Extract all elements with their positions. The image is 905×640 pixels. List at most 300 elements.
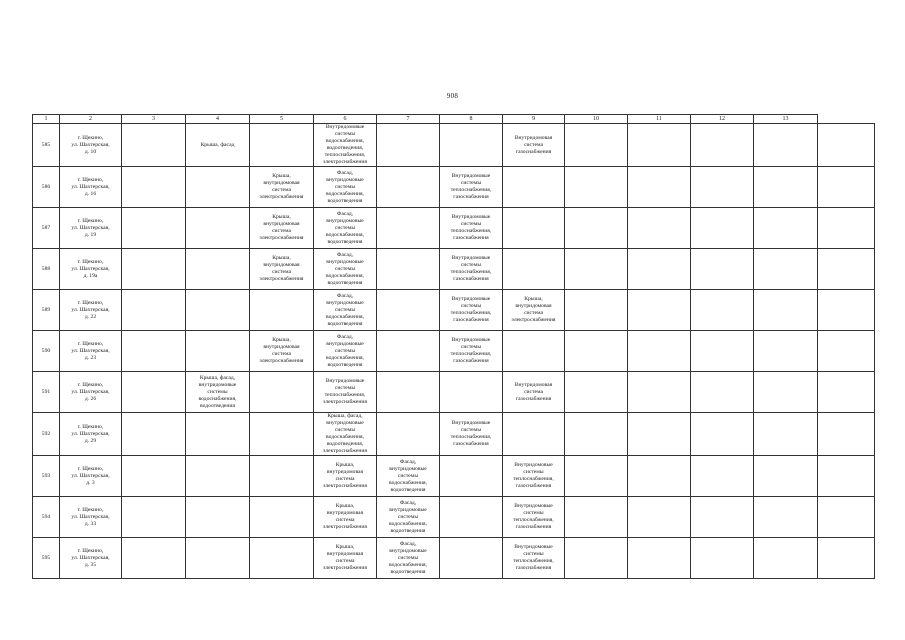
cell-text-line: Внутридомовая [514,381,553,388]
cell-text-line: Крыша, [272,255,291,261]
work-cell-col-6 [314,331,377,372]
cell-text-line: системы [460,344,482,350]
work-cell-col-9 [503,208,565,249]
cell-text-line: системы [334,385,356,391]
table-body [33,124,875,579]
row-number: 589 [33,290,60,331]
work-cell-col-10 [565,372,628,413]
work-cell-col-13 [754,413,818,456]
work-cell-col-13 [754,372,818,413]
work-cell-col-13 [754,249,818,290]
cell-text-line: электроснабжения [323,399,367,405]
cell-text-line: Внутридомовые [514,544,553,550]
cell-text-line: электроснабжения [259,358,304,364]
work-cell-col-3 [122,456,186,497]
address-cell [60,290,122,331]
cell-text-line: системы [334,306,356,313]
cell-text-line: внутридомовые [326,299,364,306]
work-cell-col-10 [565,208,628,249]
cell-text-line: теплоснабжения, [324,152,366,158]
cell-text-line: теплоснабжения, [450,310,492,316]
work-cell-col-14 [818,456,875,497]
cell-text-line: Фасад, [336,292,354,299]
cell-text-line: д. 10 [84,148,97,155]
work-cell-col-10 [565,249,628,290]
cell-text-line: системы [460,180,482,186]
cell-text-line: д. 19 [84,231,97,238]
cell-text-line: водоснабжения, [326,231,364,238]
cell-text-line: Внутридомовые [325,124,365,130]
cell-text-line: г. Щекино, [77,381,104,388]
work-cell-col-12 [691,331,754,372]
cell-text-line: д. 23 [84,354,97,361]
work-cell-col-7 [377,497,440,538]
work-cell-col-8 [440,456,503,497]
work-cell-col-7 [377,249,440,290]
work-cell-col-6 [314,456,377,497]
work-cell-col-12 [691,456,754,497]
cell-text-line: система [335,517,355,523]
cell-text-line: теплоснабжения, [450,434,492,440]
cell-text-line: система [524,388,543,395]
cell-text-line: Крыша, [335,544,355,550]
cell-text-line: внутридомовая [326,510,364,516]
work-cell-col-3 [122,372,186,413]
cell-text-line: теплоснабжения, [513,476,554,482]
work-cell-col-8 [440,290,503,331]
work-cell-col-5 [250,208,314,249]
address-cell [60,497,122,538]
cell-text-line: водоотведения [327,361,363,368]
cell-text-line: внутридомовая [515,303,552,309]
column-header-7: 7 [377,115,440,124]
cell-text-line: электроснабжения [323,565,367,571]
work-cell-col-14 [818,372,875,413]
address-cell [60,167,122,208]
column-header-11: 11 [628,115,691,124]
address-cell [60,413,122,456]
work-cell-col-6 [314,538,377,579]
cell-text-line: Внутридомовые [451,337,491,343]
cell-text-line: внутридомовые [389,547,427,554]
work-cell-col-5 [250,290,314,331]
cell-text-line: системы [334,265,356,272]
cell-text-line: Внутридомовые [451,173,491,179]
work-cell-col-12 [691,249,754,290]
cell-text-line: водоотведения, [326,441,364,447]
cell-text-line: д. 22 [84,313,97,320]
work-cell-col-8 [440,124,503,167]
cell-text-line: электроснабжения [323,159,367,165]
cell-text-line: водоотведения [390,527,426,534]
cell-text-line: водоотведения [327,320,363,327]
cell-text-line: система [335,476,355,482]
cell-text-line: газоснабжения [453,358,489,364]
work-cell-col-11 [628,456,691,497]
work-cell-col-14 [818,290,875,331]
cell-text-line: водоснабжения, [326,434,364,440]
work-cell-col-8 [440,497,503,538]
table-row [33,372,875,413]
page-number: 908 [446,92,459,100]
cell-text-line: внутридомовая [263,221,300,227]
cell-text-line: г. Щекино, [77,176,104,183]
cell-text-line: д. 29 [84,437,97,444]
cell-text-line: г. Щекино, [77,299,104,306]
row-number: 590 [33,331,60,372]
cell-text-line: водоотведения [390,486,426,493]
cell-text-line: ул. Шахтерская, [71,554,110,561]
work-cell-col-14 [818,538,875,579]
cell-text-line: газоснабжения [515,524,552,530]
cell-text-line: внутридомовые [389,465,427,472]
cell-text-line: Внутридомовые [451,420,491,426]
cell-text-line: Внутридомовые [451,296,491,302]
cell-text-line: ул. Шахтерская, [71,347,110,354]
cell-text-line: Крыша, фасад, [327,413,363,419]
cell-text-line: электроснабжения [323,448,367,454]
row-number: 593 [33,456,60,497]
cell-text-line: системы [460,262,482,268]
cell-text-line: Внутридомовые [325,378,365,384]
cell-text-line: внутридомовые [326,420,364,426]
cell-text-line: внутридомовая [326,551,364,557]
work-cell-col-5 [250,167,314,208]
work-cell-col-4 [186,413,250,456]
work-cell-col-7 [377,538,440,579]
work-cell-col-6 [314,290,377,331]
work-cell-col-3 [122,331,186,372]
table-row [33,538,875,579]
cell-text-line: водоотведения [327,238,363,245]
work-cell-col-5 [250,497,314,538]
cell-text-line: Фасад, [399,540,417,547]
table-row [33,208,875,249]
work-cell-col-10 [565,538,628,579]
cell-text-line: система [524,141,543,148]
work-cell-col-3 [122,208,186,249]
cell-text-line: Крыша, фасад [200,141,235,148]
column-number-row [33,115,875,124]
work-cell-col-14 [818,124,875,167]
address-cell [60,456,122,497]
cell-text-line: Фасад, [336,169,354,176]
address-cell [60,331,122,372]
work-cell-col-10 [565,124,628,167]
work-cell-col-10 [565,456,628,497]
work-cell-col-9 [503,331,565,372]
cell-text-line: водоотведения [390,568,426,575]
cell-text-line: внутридомовая [326,469,364,475]
cell-text-line: д. 33 [84,520,97,527]
work-cell-col-11 [628,331,691,372]
column-header-4: 4 [186,115,250,124]
cell-text-line: ул. Шахтерская, [71,265,110,272]
column-header-12: 12 [691,115,754,124]
table-row [33,167,875,208]
cell-text-line: теплоснабжения, [450,351,492,357]
work-cell-col-5 [250,456,314,497]
row-number: 588 [33,249,60,290]
work-cell-col-6 [314,249,377,290]
work-cell-col-10 [565,167,628,208]
work-cell-col-9 [503,290,565,331]
work-cell-col-10 [565,413,628,456]
work-cell-col-10 [565,497,628,538]
cell-text-line: водоснабжения, [326,138,364,144]
work-cell-col-14 [818,413,875,456]
cell-text-line: ул. Шахтерская, [71,472,110,479]
work-cell-col-3 [122,167,186,208]
cell-text-line: Внутридомовые [451,214,491,220]
cell-text-line: системы [334,347,356,354]
cell-text-line: Фасад, [399,499,417,506]
column-header-13: 13 [754,115,818,124]
cell-text-line: водоснабжения, [326,313,364,320]
cell-text-line: Крыша, фасад, [199,374,236,381]
cell-text-line: внутридомовые [326,340,364,347]
work-cell-col-4 [186,372,250,413]
cell-text-line: газоснабжения [515,148,552,155]
cell-text-line: системы [460,221,482,227]
work-cell-col-6 [314,497,377,538]
cell-text-line: системы [334,131,356,137]
cell-text-line: внутридомовые [389,506,427,513]
work-cell-col-8 [440,208,503,249]
cell-text-line: водоотведения [327,197,363,204]
cell-text-line: Крыша, [272,337,291,343]
work-cell-col-7 [377,331,440,372]
cell-text-line: газоснабжения [453,441,489,447]
cell-text-line: система [272,269,291,275]
work-cell-col-5 [250,372,314,413]
cell-text-line: водоотведения, [326,145,364,151]
work-cell-col-8 [440,249,503,290]
work-cell-col-7 [377,372,440,413]
work-cell-col-14 [818,497,875,538]
work-cell-col-13 [754,290,818,331]
cell-text-line: г. Щекино, [77,547,104,554]
cell-text-line: теплоснабжения, [513,517,554,523]
cell-text-line: электроснабжения [259,276,304,282]
cell-text-line: внутридомовая [263,180,300,186]
work-cell-col-7 [377,124,440,167]
work-cell-col-9 [503,167,565,208]
cell-text-line: д. 16 [84,190,97,197]
column-header-2: 2 [60,115,122,124]
work-cell-col-9 [503,456,565,497]
work-cell-col-11 [628,167,691,208]
work-cell-col-13 [754,331,818,372]
work-cell-col-6 [314,413,377,456]
work-cell-col-9 [503,497,565,538]
work-cell-col-8 [440,167,503,208]
cell-text-line: Фасад, [336,333,354,340]
cell-text-line: системы [460,427,482,433]
cell-text-line: водоснабжения, [389,561,427,568]
row-number: 595 [33,538,60,579]
work-cell-col-4 [186,124,250,167]
work-cell-col-11 [628,413,691,456]
work-cell-col-6 [314,167,377,208]
cell-text-line: ул. Шахтерская, [71,430,110,437]
cell-text-line: ул. Шахтерская, [71,183,110,190]
cell-text-line: система [524,310,543,316]
cell-text-line: водоотведения [200,402,235,409]
cell-text-line: электроснабжения [511,317,556,323]
cell-text-line: внутридомовые [326,258,364,265]
cell-text-line: система [272,187,291,193]
cell-text-line: газоснабжения [453,276,489,282]
work-cell-col-12 [691,372,754,413]
column-header-10: 10 [565,115,628,124]
work-cell-col-12 [691,290,754,331]
work-cell-col-4 [186,290,250,331]
cell-text-line: система [272,351,291,357]
work-cell-col-6 [314,124,377,167]
work-cell-col-14 [818,249,875,290]
cell-text-line: теплоснабжения, [324,392,366,398]
cell-text-line: водоснабжения, [326,190,364,197]
work-cell-col-11 [628,124,691,167]
cell-text-line: системы [397,554,419,561]
cell-text-line: Внутридомовые [451,255,491,261]
cell-text-line: теплоснабжения, [450,187,492,193]
column-header-3: 3 [122,115,186,124]
work-cell-col-9 [503,124,565,167]
cell-text-line: газоснабжения [453,235,489,241]
work-cell-col-3 [122,538,186,579]
table-row [33,331,875,372]
work-cell-col-3 [122,497,186,538]
cell-text-line: газоснабжения [515,395,552,402]
work-cell-col-3 [122,249,186,290]
cell-text-line: системы [523,551,544,557]
work-cell-col-8 [440,372,503,413]
cell-text-line: г. Щекино, [77,340,104,347]
address-cell [60,208,122,249]
cell-text-line: Фасад, [336,251,354,258]
cell-text-line: Внутридомовые [514,462,553,468]
cell-text-line: Фасад, [399,458,417,465]
cell-text-line: ул. Шахтерская, [71,513,110,520]
work-cell-col-4 [186,249,250,290]
work-cell-col-7 [377,167,440,208]
cell-text-line: внутридомовые [326,217,364,224]
table-row [33,497,875,538]
column-header-6: 6 [314,115,377,124]
cell-text-line: система [272,228,291,234]
cell-text-line: д. 19а [83,272,98,279]
table-row [33,290,875,331]
work-cell-col-10 [565,331,628,372]
work-cell-col-12 [691,167,754,208]
work-cell-col-11 [628,497,691,538]
cell-text-line: д. 26 [84,395,97,402]
work-cell-col-14 [818,167,875,208]
cell-text-line: водоотведения [327,279,363,286]
address-cell [60,538,122,579]
work-cell-col-9 [503,413,565,456]
cell-text-line: ул. Шахтерская, [71,306,110,313]
cell-text-line: Крыша, [335,462,355,468]
cell-text-line: г. Щекино, [77,217,104,224]
column-header-8: 8 [440,115,503,124]
work-cell-col-8 [440,331,503,372]
cell-text-line: системы [523,510,544,516]
cell-text-line: водоснабжения, [326,272,364,279]
work-cell-col-14 [818,331,875,372]
work-cell-col-13 [754,167,818,208]
work-cell-col-10 [565,290,628,331]
cell-text-line: внутридомовые [198,381,237,388]
work-cell-col-5 [250,124,314,167]
cell-text-line: электроснабжения [259,194,304,200]
cell-text-line: д. 35 [84,561,97,568]
work-cell-col-13 [754,456,818,497]
table-row [33,249,875,290]
work-cell-col-9 [503,372,565,413]
cell-text-line: г. Щекино, [77,258,104,265]
cell-text-line: системы [397,472,419,479]
work-cell-col-12 [691,413,754,456]
cell-text-line: системы [334,224,356,231]
address-cell [60,249,122,290]
cell-text-line: г. Щекино, [77,423,104,430]
cell-text-line: газоснабжения [453,194,489,200]
cell-text-line: Внутридомовая [514,134,553,141]
cell-text-line: водоснабжения, [389,520,427,527]
cell-text-line: внутридомовая [263,262,300,268]
column-header-1: 1 [33,115,60,124]
work-cell-col-9 [503,538,565,579]
work-cell-col-4 [186,208,250,249]
work-cell-col-5 [250,249,314,290]
work-cell-col-13 [754,497,818,538]
cell-text-line: система [335,558,355,564]
cell-text-line: теплоснабжения, [450,228,492,234]
cell-text-line: водоснабжения, [326,354,364,361]
cell-text-line: внутридомовые [326,176,364,183]
work-cell-col-7 [377,208,440,249]
work-cell-col-4 [186,456,250,497]
work-cell-col-4 [186,331,250,372]
cell-text-line: ул. Шахтерская, [71,141,110,148]
cell-text-line: теплоснабжения, [513,558,554,564]
cell-text-line: системы [334,183,356,190]
cell-text-line: водоснабжения, [389,479,427,486]
row-number: 587 [33,208,60,249]
work-cell-col-13 [754,124,818,167]
cell-text-line: газоснабжения [515,565,552,571]
work-cell-col-4 [186,497,250,538]
column-header-5: 5 [250,115,314,124]
cell-text-line: системы [207,388,228,395]
table-row [33,124,875,167]
work-cell-col-11 [628,249,691,290]
cell-text-line: Внутридомовые [514,503,553,509]
repair-schedule-table [32,114,875,579]
cell-text-line: газоснабжения [515,483,552,489]
work-cell-col-9 [503,249,565,290]
work-cell-col-12 [691,497,754,538]
cell-text-line: системы [460,303,482,309]
cell-text-line: г. Щекино, [77,465,104,472]
cell-text-line: теплоснабжения, [450,269,492,275]
cell-text-line: Крыша, [335,503,355,509]
work-cell-col-13 [754,538,818,579]
cell-text-line: Крыша, [272,214,291,220]
